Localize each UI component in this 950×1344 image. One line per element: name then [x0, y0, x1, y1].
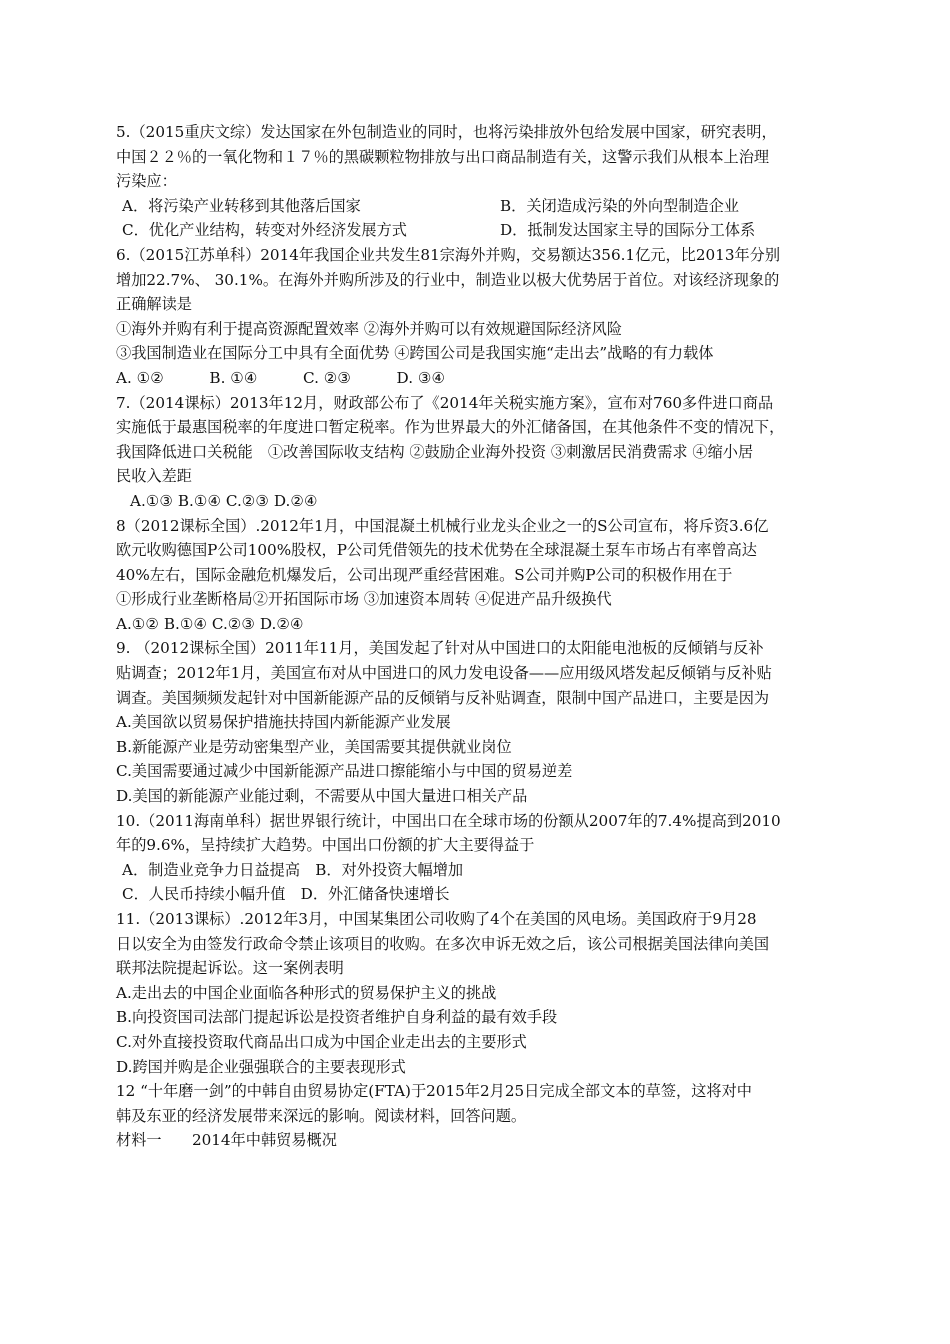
- question-10-line-2: 年的9.6%，呈持续扩大趋势。中国出口份额的扩大主要得益于: [116, 836, 535, 855]
- question-12: [116, 1079, 846, 1153]
- question-9-line-1: 9. （2012课标全国）2011年11月，美国发起了针对从中国进口的太阳能电池板的反倾销与反补: [116, 639, 764, 658]
- document-page: [116, 120, 846, 1153]
- question-8-line-2: 欧元收购德国P公司100%股权，P公司凭借领先的技术优势在全球混凝土泵车市场占有率曾高达: [116, 541, 757, 560]
- question-7-line-3: 我国降低进口关税能 ①改善国际收支结构 ②鼓励企业海外投资 ③刺激居民消费需求 ④缩小居: [116, 442, 754, 461]
- question-6-options: A. ①② B. ①④ C. ②③ D. ③④: [116, 368, 446, 387]
- question-7: [116, 391, 846, 514]
- question-7-options: A.①③ B.①④ C.②③ D.②④: [130, 491, 318, 510]
- question-9-line-2: 贴调查；2012年1月，美国宣布对从中国进口的风力发电设备——应用级风塔发起反倾销与反补贴: [116, 664, 772, 683]
- question-8-options: A.①② B.①④ C.②③ D.②④: [116, 614, 304, 633]
- question-11-line-2: 日以安全为由签发行政命令禁止该项目的收购。在多次申诉无效之后，该公司根据美国法律向美国: [116, 934, 770, 953]
- question-9-option-a: A.美国欲以贸易保护措施扶持国内新能源产业发展: [116, 713, 451, 732]
- question-11-option-d: D.跨国并购是企业强强联合的主要表现形式: [116, 1057, 406, 1076]
- question-11: [116, 907, 846, 1079]
- question-6-line-2: 增加22.7%、 30.1%。在海外并购所涉及的行业中，制造业以极大优势居于首位。对该经济现象的: [116, 270, 780, 289]
- question-6-line-4: ①海外并购有利于提高资源配置效率 ②海外并购可以有效规避国际经济风险: [116, 319, 623, 338]
- question-7-line-1: 7.（2014课标）2013年12月，财政部公布了《2014年关税实施方案》，宣布对760多件进口商品: [116, 393, 774, 412]
- question-7-line-2: 实施低于最惠国税率的年度进口暂定税率。作为世界最大的外汇储备国，在其他条件不变的情况下，: [116, 418, 785, 437]
- question-11-option-c: C.对外直接投资取代商品出口成为中国企业走出去的主要形式: [116, 1032, 527, 1051]
- question-5: [116, 120, 846, 243]
- question-10-options-cd: C．人民币持续小幅升值 D．外汇储备快速增长: [122, 885, 450, 904]
- question-9-line-3: 调查。美国频频发起针对中国新能源产品的反倾销与反补贴调查，限制中国产品进口，主要是因为: [116, 688, 770, 707]
- question-12-line-1: 12 “十年磨一剑”的中韩自由贸易协定(FTA)于2015年2月25日完成全部文本的草签，这将对中: [116, 1082, 752, 1101]
- question-7-line-4: 民收入差距: [116, 467, 192, 486]
- question-10: [116, 809, 846, 907]
- question-12-line-2: 韩及东亚的经济发展带来深远的影响。阅读材料，回答问题。: [116, 1106, 527, 1125]
- question-5-options-cd: [116, 218, 846, 243]
- question-11-option-a: A.走出去的中国企业面临各种形式的贸易保护主义的挑战: [116, 983, 497, 1002]
- question-10-line-1: 10.（2011海南单科）据世界银行统计，中国出口在全球市场的份额从2007年的7.4%提高到2010: [116, 811, 781, 830]
- question-9-option-d: D.美国的新能源产业能过剩，不需要从中国大量进口相关产品: [116, 787, 528, 806]
- question-5-line-2: 中国２２％的一氧化物和１７％的黑碳颗粒物排放与出口商品制造有关，这警示我们从根本上治理: [116, 147, 770, 166]
- question-6-line-3: 正确解读是: [116, 295, 192, 314]
- question-6-line-5: ③我国制造业在国际分工中具有全面优势 ④跨国公司是我国实施“走出去”战略的有力载体: [116, 344, 714, 363]
- question-11-line-3: 联邦法院提起诉讼。这一案例表明: [116, 959, 344, 978]
- question-8-line-4: ①形成行业垄断格局②开拓国际市场 ③加速资本周转 ④促进产品升级换代: [116, 590, 612, 609]
- question-11-option-b: B.向投资国司法部门提起诉讼是投资者维护自身利益的最有效手段: [116, 1008, 558, 1027]
- question-5-option-d: D．抵制发达国家主导的国际分工体系: [500, 221, 756, 240]
- question-5-options-ab: [116, 194, 846, 219]
- question-9-option-b: B.新能源产业是劳动密集型产业，美国需要其提供就业岗位: [116, 737, 512, 756]
- question-9-option-c: C.美国需要通过减少中国新能源产品进口擦能缩小与中国的贸易逆差: [116, 762, 573, 781]
- question-12-material-heading: 材料一 2014年中韩贸易概况: [116, 1131, 337, 1150]
- question-5-line-1: 5.（2015重庆文综）发达国家在外包制造业的同时，也将污染排放外包给发展中国家，研究表明，: [116, 123, 777, 141]
- question-8-line-3: 40%左右，国际金融危机爆发后，公司出现严重经营困难。S公司并购P公司的积极作用在于: [116, 565, 733, 584]
- question-6-line-1: 6.（2015江苏单科）2014年我国企业共发生81宗海外并购，交易额达356.1亿元，比2013年分别: [116, 245, 781, 264]
- question-8: [116, 514, 846, 637]
- question-6: [116, 243, 846, 391]
- question-5-line-3: 污染应：: [116, 172, 177, 191]
- question-5-option-c: C．优化产业结构，转变对外经济发展方式: [122, 221, 407, 240]
- question-5-option-a: A．将污染产业转移到其他落后国家: [122, 196, 361, 215]
- question-8-line-1: 8（2012课标全国）.2012年1月，中国混凝土机械行业龙头企业之一的S公司宣布，将斥资3.6亿: [116, 516, 769, 535]
- question-11-line-1: 11.（2013课标）.2012年3月，中国某集团公司收购了4个在美国的风电场。美国政府于9月28: [116, 910, 757, 928]
- question-9: [116, 636, 846, 808]
- question-5-option-b: B．关闭造成污染的外向型制造企业: [500, 196, 739, 215]
- question-10-options-ab: A．制造业竞争力日益提高 B．对外投资大幅增加: [122, 860, 464, 879]
